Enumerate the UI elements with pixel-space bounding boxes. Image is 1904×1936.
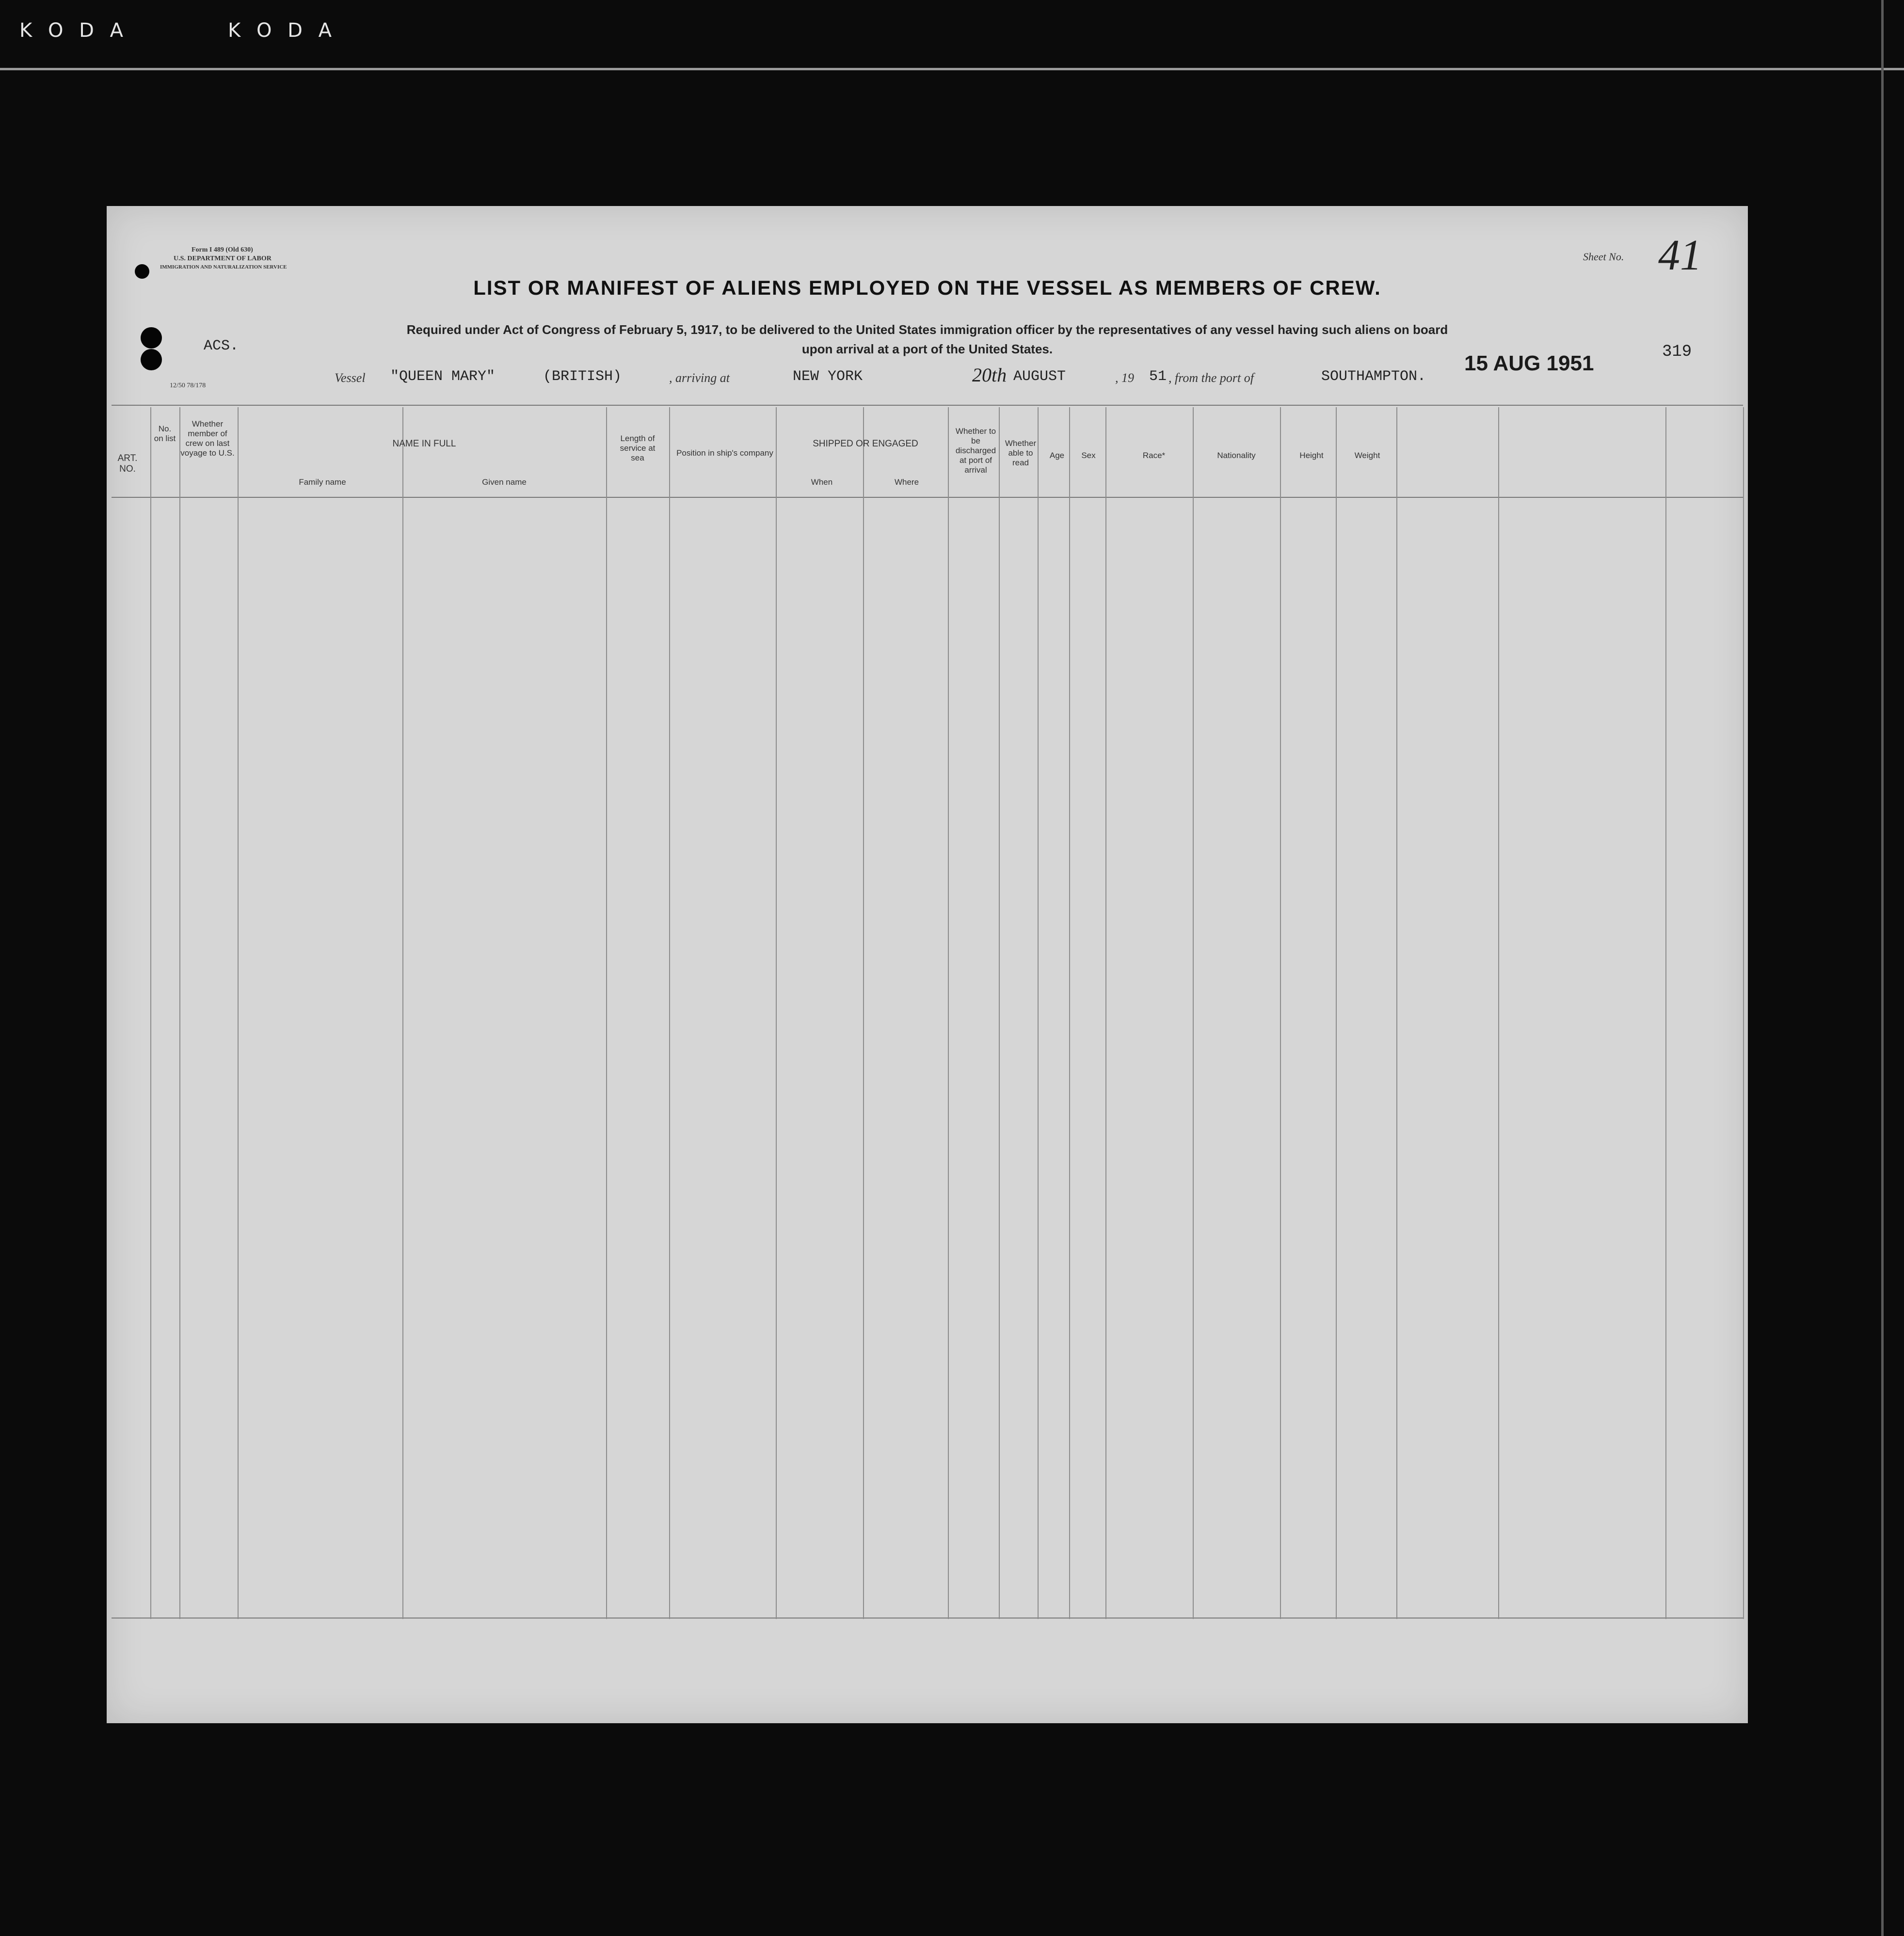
column-rule [948, 407, 949, 1619]
film-edge-line-vertical [1881, 0, 1884, 1936]
col-position: Position in ship's company [676, 448, 773, 458]
column-rule [1105, 407, 1106, 1619]
column-rule [1280, 407, 1281, 1619]
column-rule [1396, 407, 1397, 1619]
col-discharged: Whether to be discharged at port of arrival [955, 427, 996, 475]
column-rule [1498, 407, 1499, 1619]
received-date-stamp: 15 AUG 1951 [1464, 351, 1594, 375]
from-label: , from the port of [1168, 371, 1254, 385]
column-rule [606, 407, 607, 1619]
manifest-subtitle-2: upon arrival at a port of the United States. [801, 342, 1053, 356]
column-rule [1038, 407, 1039, 1619]
column-rule [1743, 407, 1744, 1619]
column-rule [776, 407, 777, 1619]
page-number: 319 [1662, 343, 1692, 361]
column-rule [999, 407, 1000, 1619]
col-length-of-service: Length of service at sea [620, 434, 656, 462]
column-rule [669, 407, 670, 1619]
col-shipped-or-engaged: SHIPPED OR ENGAGED [813, 439, 918, 449]
sheet-label: Sheet No. [1583, 251, 1624, 263]
col-no-on-list: No. on list [154, 424, 176, 443]
col-family-name: Family name [299, 477, 346, 487]
col-last-voyage: Whether member of crew on last voyage to U.S. [180, 419, 235, 458]
column-rule [1193, 407, 1194, 1619]
departure-port: SOUTHAMPTON. [1321, 368, 1426, 385]
column-rule [179, 407, 180, 1619]
column-rule [1336, 407, 1337, 1619]
print-code: 12/50 78/178 [170, 382, 206, 389]
col-given-name: Given name [482, 477, 527, 487]
arriving-label: , arriving at [669, 371, 730, 385]
column-rule [238, 407, 239, 1619]
column-rule [150, 407, 151, 1619]
manifest-subtitle: Required under Act of Congress of February 5, 1917, to be delivered to the United States immigration officer by the representatives of any vessel having such aliens on board [406, 322, 1448, 337]
manifest-title: LIST OR MANIFEST OF ALIENS EMPLOYED ON THE VESSEL AS MEMBERS OF CREW. [473, 276, 1381, 299]
col-age: Age [1049, 451, 1065, 460]
col-name-in-full: NAME IN FULL [392, 439, 456, 449]
film-edge-marking-right: K O D A [228, 19, 337, 42]
column-rule [1665, 407, 1666, 1619]
col-weight: Weight [1354, 451, 1380, 460]
arrival-month: AUGUST [1013, 368, 1066, 385]
service-name: IMMIGRATION AND NATURALIZATION SERVICE [160, 264, 287, 270]
col-height: Height [1299, 451, 1324, 460]
film-edge-marking-left: K O D A [19, 19, 128, 42]
column-rule [1069, 407, 1070, 1619]
column-rule [863, 407, 864, 1619]
form-number: Form I 489 (Old 630) [192, 246, 253, 254]
col-art-no: ART. NO. [117, 453, 138, 474]
col-nationality: Nationality [1217, 451, 1256, 460]
vessel-label: Vessel [335, 371, 366, 385]
film-edge-line [0, 68, 1904, 70]
sheet-number: 41 [1658, 231, 1702, 279]
column-rule [402, 407, 403, 1619]
vessel-name: "QUEEN MARY" [390, 368, 496, 385]
arrival-port: NEW YORK [793, 368, 863, 385]
col-able-to-read: Whether able to read [1005, 439, 1037, 467]
col-shipped-where: Where [894, 477, 919, 487]
year-prefix: , 19 [1115, 371, 1134, 385]
col-race: Race* [1142, 451, 1166, 460]
vessel-flag: (BRITISH) [543, 368, 622, 385]
arrival-day: 20th [972, 364, 1007, 386]
col-shipped-when: When [811, 477, 833, 487]
arrival-year: 51 [1149, 368, 1167, 385]
col-sex: Sex [1081, 451, 1096, 460]
acs-code: ACS. [204, 338, 239, 354]
header-top-rule [112, 405, 1743, 406]
department-name: U.S. DEPARTMENT OF LABOR [174, 255, 272, 262]
manifest-sheet [107, 206, 1748, 1723]
